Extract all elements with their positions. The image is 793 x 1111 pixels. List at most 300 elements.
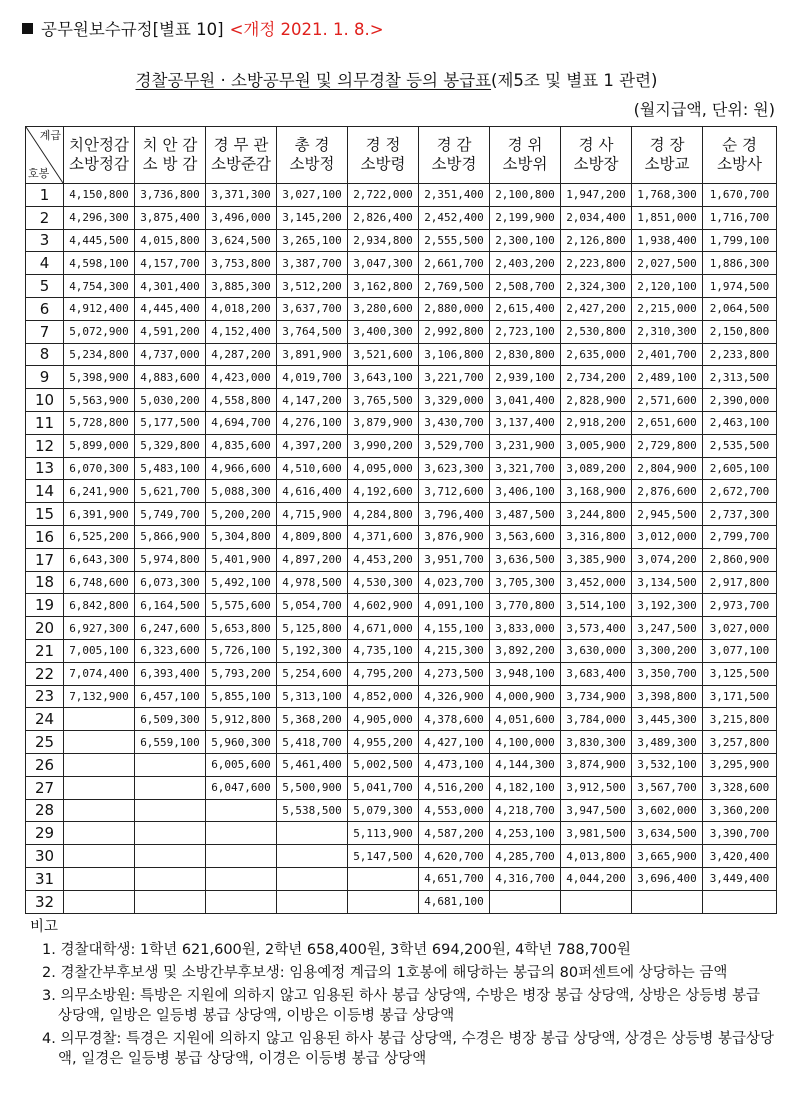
salary-cell: 6,927,300 bbox=[64, 617, 135, 640]
salary-cell: 3,487,500 bbox=[490, 503, 561, 526]
salary-cell: 6,005,600 bbox=[206, 753, 277, 776]
salary-cell: 5,041,700 bbox=[348, 776, 419, 799]
salary-cell: 4,316,700 bbox=[490, 867, 561, 890]
police-rank-label: 경 정 bbox=[365, 136, 401, 154]
step-number-cell: 32 bbox=[26, 890, 64, 913]
salary-cell: 4,602,900 bbox=[348, 594, 419, 617]
salary-cell: 4,276,100 bbox=[277, 411, 348, 434]
salary-cell: 6,842,800 bbox=[64, 594, 135, 617]
salary-cell: 4,023,700 bbox=[419, 571, 490, 594]
salary-cell: 7,132,900 bbox=[64, 685, 135, 708]
salary-cell bbox=[206, 799, 277, 822]
salary-cell: 3,947,500 bbox=[561, 799, 632, 822]
salary-cell: 5,313,100 bbox=[277, 685, 348, 708]
salary-cell: 3,765,500 bbox=[348, 389, 419, 412]
salary-cell: 3,385,900 bbox=[561, 548, 632, 571]
salary-cell: 2,828,900 bbox=[561, 389, 632, 412]
salary-cell: 4,795,200 bbox=[348, 662, 419, 685]
table-row bbox=[26, 731, 777, 754]
salary-cell: 4,326,900 bbox=[419, 685, 490, 708]
salary-cell bbox=[206, 867, 277, 890]
salary-cell: 3,624,500 bbox=[206, 229, 277, 252]
table-row bbox=[26, 366, 777, 389]
salary-cell: 4,558,800 bbox=[206, 389, 277, 412]
salary-cell: 5,726,100 bbox=[206, 639, 277, 662]
salary-cell: 5,492,100 bbox=[206, 571, 277, 594]
salary-cell: 5,728,800 bbox=[64, 411, 135, 434]
table-row bbox=[26, 411, 777, 434]
rank-column-header bbox=[64, 127, 135, 184]
salary-cell: 4,883,600 bbox=[135, 366, 206, 389]
salary-cell: 3,912,500 bbox=[561, 776, 632, 799]
salary-cell: 4,671,000 bbox=[348, 617, 419, 640]
salary-cell: 5,054,700 bbox=[277, 594, 348, 617]
table-row bbox=[26, 206, 777, 229]
salary-cell: 3,891,900 bbox=[277, 343, 348, 366]
salary-cell: 3,137,400 bbox=[490, 411, 561, 434]
step-number-cell: 23 bbox=[26, 685, 64, 708]
salary-cell: 6,391,900 bbox=[64, 503, 135, 526]
salary-cell: 5,088,300 bbox=[206, 480, 277, 503]
salary-cell: 4,144,300 bbox=[490, 753, 561, 776]
salary-cell bbox=[135, 890, 206, 913]
salary-cell: 4,051,600 bbox=[490, 708, 561, 731]
salary-cell: 3,514,100 bbox=[561, 594, 632, 617]
salary-cell: 2,310,300 bbox=[632, 320, 703, 343]
salary-cell: 4,215,300 bbox=[419, 639, 490, 662]
salary-cell bbox=[64, 776, 135, 799]
salary-cell: 3,637,700 bbox=[277, 297, 348, 320]
step-number-cell: 8 bbox=[26, 343, 64, 366]
salary-cell: 4,000,900 bbox=[490, 685, 561, 708]
salary-cell bbox=[277, 890, 348, 913]
step-number-cell: 5 bbox=[26, 275, 64, 298]
salary-cell: 3,390,700 bbox=[703, 822, 777, 845]
salary-cell: 3,125,500 bbox=[703, 662, 777, 685]
salary-cell: 3,231,900 bbox=[490, 434, 561, 457]
salary-cell bbox=[703, 890, 777, 913]
table-row bbox=[26, 297, 777, 320]
salary-cell: 3,874,900 bbox=[561, 753, 632, 776]
salary-cell: 3,563,600 bbox=[490, 525, 561, 548]
salary-cell: 3,736,800 bbox=[135, 184, 206, 207]
salary-cell: 4,091,100 bbox=[419, 594, 490, 617]
salary-cell: 4,453,200 bbox=[348, 548, 419, 571]
salary-cell: 2,313,500 bbox=[703, 366, 777, 389]
salary-cell: 3,636,500 bbox=[490, 548, 561, 571]
salary-cell: 5,653,800 bbox=[206, 617, 277, 640]
table-row bbox=[26, 890, 777, 913]
salary-cell: 3,529,700 bbox=[419, 434, 490, 457]
salary-cell: 2,876,600 bbox=[632, 480, 703, 503]
salary-cell: 4,150,800 bbox=[64, 184, 135, 207]
salary-cell: 4,284,800 bbox=[348, 503, 419, 526]
salary-cell: 2,722,000 bbox=[348, 184, 419, 207]
remarks-section bbox=[30, 917, 775, 1072]
salary-cell: 5,621,700 bbox=[135, 480, 206, 503]
salary-cell: 2,934,800 bbox=[348, 229, 419, 252]
step-number-cell: 6 bbox=[26, 297, 64, 320]
salary-cell: 6,070,300 bbox=[64, 457, 135, 480]
step-number-cell: 4 bbox=[26, 252, 64, 275]
remark-item: 2. 경찰간부후보생 및 소방간부후보생: 임용예정 계급의 1호봉에 해당하는 봉급의 80퍼센트에 상당하는 금액 bbox=[42, 965, 728, 981]
salary-cell: 3,027,000 bbox=[703, 617, 777, 640]
salary-cell: 2,799,700 bbox=[703, 525, 777, 548]
salary-cell: 5,234,800 bbox=[64, 343, 135, 366]
salary-cell: 3,221,700 bbox=[419, 366, 490, 389]
table-title-sub: (제5조 및 별표 1 관련) bbox=[491, 71, 658, 90]
salary-cell: 6,509,300 bbox=[135, 708, 206, 731]
table-row bbox=[26, 525, 777, 548]
salary-cell: 5,398,900 bbox=[64, 366, 135, 389]
salary-cell: 4,620,700 bbox=[419, 845, 490, 868]
table-row bbox=[26, 343, 777, 366]
salary-cell: 4,905,000 bbox=[348, 708, 419, 731]
salary-cell: 3,406,100 bbox=[490, 480, 561, 503]
salary-cell: 2,734,200 bbox=[561, 366, 632, 389]
police-rank-label: 경 장 bbox=[649, 136, 685, 154]
police-rank-label: 치 안 감 bbox=[142, 136, 198, 154]
salary-cell: 2,452,400 bbox=[419, 206, 490, 229]
salary-cell: 5,960,300 bbox=[206, 731, 277, 754]
step-number-cell: 13 bbox=[26, 457, 64, 480]
step-number-cell: 29 bbox=[26, 822, 64, 845]
fire-rank-label: 소방장 bbox=[573, 155, 619, 173]
salary-cell: 5,030,200 bbox=[135, 389, 206, 412]
salary-cell: 3,134,500 bbox=[632, 571, 703, 594]
salary-cell bbox=[277, 822, 348, 845]
police-rank-label: 총 경 bbox=[294, 136, 330, 154]
salary-cell: 5,192,300 bbox=[277, 639, 348, 662]
salary-cell: 5,125,800 bbox=[277, 617, 348, 640]
salary-cell: 2,530,800 bbox=[561, 320, 632, 343]
step-number-cell: 21 bbox=[26, 639, 64, 662]
corner-header-cell bbox=[26, 127, 64, 184]
salary-cell: 3,329,000 bbox=[419, 389, 490, 412]
salary-cell: 4,651,700 bbox=[419, 867, 490, 890]
police-rank-label: 경 위 bbox=[507, 136, 543, 154]
rank-column-header bbox=[490, 127, 561, 184]
salary-cell: 3,496,000 bbox=[206, 206, 277, 229]
salary-cell: 4,715,900 bbox=[277, 503, 348, 526]
salary-cell: 4,427,100 bbox=[419, 731, 490, 754]
salary-cell: 5,538,500 bbox=[277, 799, 348, 822]
salary-cell: 4,397,200 bbox=[277, 434, 348, 457]
salary-cell: 5,855,100 bbox=[206, 685, 277, 708]
salary-cell: 2,939,100 bbox=[490, 366, 561, 389]
fire-rank-label: 소방경 bbox=[431, 155, 477, 173]
salary-cell: 2,463,100 bbox=[703, 411, 777, 434]
salary-cell: 4,591,200 bbox=[135, 320, 206, 343]
salary-cell: 5,418,700 bbox=[277, 731, 348, 754]
salary-cell: 2,917,800 bbox=[703, 571, 777, 594]
table-row bbox=[26, 434, 777, 457]
salary-cell: 1,947,200 bbox=[561, 184, 632, 207]
salary-cell: 3,830,300 bbox=[561, 731, 632, 754]
unit-note: (월지급액, 단위: 원) bbox=[633, 100, 775, 119]
salary-cell: 2,555,500 bbox=[419, 229, 490, 252]
document-header bbox=[22, 18, 384, 42]
table-row bbox=[26, 503, 777, 526]
salary-cell: 3,430,700 bbox=[419, 411, 490, 434]
salary-cell bbox=[490, 890, 561, 913]
salary-cell bbox=[64, 731, 135, 754]
salary-cell: 2,150,800 bbox=[703, 320, 777, 343]
salary-cell: 2,723,100 bbox=[490, 320, 561, 343]
salary-cell: 4,155,100 bbox=[419, 617, 490, 640]
salary-cell: 6,073,300 bbox=[135, 571, 206, 594]
salary-cell bbox=[64, 753, 135, 776]
salary-cell: 2,215,000 bbox=[632, 297, 703, 320]
table-row bbox=[26, 845, 777, 868]
salary-cell: 5,899,000 bbox=[64, 434, 135, 457]
police-rank-label: 순 경 bbox=[722, 136, 757, 154]
table-row bbox=[26, 389, 777, 412]
rank-column-header bbox=[135, 127, 206, 184]
salary-cell: 5,304,800 bbox=[206, 525, 277, 548]
salary-cell: 4,510,600 bbox=[277, 457, 348, 480]
salary-cell: 4,553,000 bbox=[419, 799, 490, 822]
corner-step-label: 호봉 bbox=[28, 167, 50, 180]
salary-cell: 1,716,700 bbox=[703, 206, 777, 229]
salary-cell: 2,651,600 bbox=[632, 411, 703, 434]
salary-cell: 3,875,400 bbox=[135, 206, 206, 229]
salary-cell: 6,047,600 bbox=[206, 776, 277, 799]
salary-cell: 2,351,400 bbox=[419, 184, 490, 207]
salary-cell: 2,126,800 bbox=[561, 229, 632, 252]
salary-cell: 2,830,800 bbox=[490, 343, 561, 366]
salary-cell: 4,157,700 bbox=[135, 252, 206, 275]
salary-cell: 5,793,200 bbox=[206, 662, 277, 685]
salary-cell: 4,301,400 bbox=[135, 275, 206, 298]
salary-cell: 4,852,000 bbox=[348, 685, 419, 708]
salary-cell: 5,079,300 bbox=[348, 799, 419, 822]
table-row bbox=[26, 548, 777, 571]
salary-cell: 4,273,500 bbox=[419, 662, 490, 685]
salary-cell: 7,074,400 bbox=[64, 662, 135, 685]
salary-cell: 5,974,800 bbox=[135, 548, 206, 571]
salary-cell: 5,254,600 bbox=[277, 662, 348, 685]
step-number-cell: 19 bbox=[26, 594, 64, 617]
salary-cell: 3,449,400 bbox=[703, 867, 777, 890]
table-row bbox=[26, 320, 777, 343]
salary-cell: 3,145,200 bbox=[277, 206, 348, 229]
salary-cell: 2,100,800 bbox=[490, 184, 561, 207]
remark-item: 1. 경찰대학생: 1학년 621,600원, 2학년 658,400원, 3학년 694,200원, 4학년 788,700원 bbox=[42, 942, 631, 958]
salary-cell: 5,368,200 bbox=[277, 708, 348, 731]
salary-cell: 4,100,000 bbox=[490, 731, 561, 754]
fire-rank-label: 소방교 bbox=[644, 155, 690, 173]
step-number-cell: 1 bbox=[26, 184, 64, 207]
square-bullet-icon bbox=[22, 23, 33, 34]
salary-cell: 1,851,000 bbox=[632, 206, 703, 229]
step-number-cell: 27 bbox=[26, 776, 64, 799]
salary-cell: 3,602,000 bbox=[632, 799, 703, 822]
salary-cell: 2,769,500 bbox=[419, 275, 490, 298]
rank-column-header bbox=[206, 127, 277, 184]
salary-cell: 6,748,600 bbox=[64, 571, 135, 594]
salary-cell: 4,587,200 bbox=[419, 822, 490, 845]
salary-cell: 3,696,400 bbox=[632, 867, 703, 890]
annex-label: 공무원보수규정[별표 10] bbox=[41, 20, 224, 39]
table-row bbox=[26, 571, 777, 594]
salary-cell: 4,735,100 bbox=[348, 639, 419, 662]
salary-cell: 4,095,000 bbox=[348, 457, 419, 480]
salary-cell: 3,990,200 bbox=[348, 434, 419, 457]
rank-column-header bbox=[419, 127, 490, 184]
salary-cell: 3,089,200 bbox=[561, 457, 632, 480]
salary-cell: 3,300,200 bbox=[632, 639, 703, 662]
salary-cell bbox=[348, 890, 419, 913]
salary-cell bbox=[135, 867, 206, 890]
step-number-cell: 10 bbox=[26, 389, 64, 412]
salary-cell: 3,753,800 bbox=[206, 252, 277, 275]
salary-cell: 2,860,900 bbox=[703, 548, 777, 571]
salary-cell: 2,401,700 bbox=[632, 343, 703, 366]
salary-cell: 3,265,100 bbox=[277, 229, 348, 252]
salary-cell bbox=[135, 799, 206, 822]
table-row bbox=[26, 639, 777, 662]
salary-cell: 3,630,000 bbox=[561, 639, 632, 662]
salary-cell: 5,749,700 bbox=[135, 503, 206, 526]
salary-cell: 4,516,200 bbox=[419, 776, 490, 799]
salary-cell: 3,420,400 bbox=[703, 845, 777, 868]
fire-rank-label: 소방령 bbox=[360, 155, 406, 173]
step-number-cell: 28 bbox=[26, 799, 64, 822]
salary-cell: 5,500,900 bbox=[277, 776, 348, 799]
table-row bbox=[26, 480, 777, 503]
salary-cell: 5,072,900 bbox=[64, 320, 135, 343]
step-number-cell: 20 bbox=[26, 617, 64, 640]
rank-column-header bbox=[277, 127, 348, 184]
remark-item: 4. 의무경찰: 특경은 지원에 의하지 않고 임용된 하사 봉급 상당액, 수경은 병장 봉급 상당액, 상경은 상등병 봉급상당액, 일경은 일등병 봉급 상당액, 이경은 이등병 봉급 상당액 bbox=[42, 1031, 774, 1067]
salary-cell: 3,573,400 bbox=[561, 617, 632, 640]
table-row bbox=[26, 685, 777, 708]
salary-cell: 2,729,800 bbox=[632, 434, 703, 457]
salary-cell: 4,809,800 bbox=[277, 525, 348, 548]
salary-cell: 3,705,300 bbox=[490, 571, 561, 594]
salary-cell: 5,461,400 bbox=[277, 753, 348, 776]
salary-cell: 7,005,100 bbox=[64, 639, 135, 662]
salary-cell: 2,233,800 bbox=[703, 343, 777, 366]
salary-cell: 5,002,500 bbox=[348, 753, 419, 776]
step-number-cell: 31 bbox=[26, 867, 64, 890]
step-number-cell: 9 bbox=[26, 366, 64, 389]
table-title bbox=[0, 69, 793, 93]
salary-cell: 2,615,400 bbox=[490, 297, 561, 320]
salary-cell: 4,978,500 bbox=[277, 571, 348, 594]
salary-cell: 4,287,200 bbox=[206, 343, 277, 366]
salary-cell: 2,661,700 bbox=[419, 252, 490, 275]
salary-cell: 1,670,700 bbox=[703, 184, 777, 207]
step-number-cell: 18 bbox=[26, 571, 64, 594]
table-row bbox=[26, 867, 777, 890]
salary-cell: 4,473,100 bbox=[419, 753, 490, 776]
salary-cell: 3,892,200 bbox=[490, 639, 561, 662]
salary-cell: 3,796,400 bbox=[419, 503, 490, 526]
salary-cell: 4,445,400 bbox=[135, 297, 206, 320]
salary-cell bbox=[64, 822, 135, 845]
salary-cell: 5,147,500 bbox=[348, 845, 419, 868]
salary-cell: 3,665,900 bbox=[632, 845, 703, 868]
step-number-cell: 2 bbox=[26, 206, 64, 229]
salary-cell: 3,244,800 bbox=[561, 503, 632, 526]
salary-cell bbox=[64, 708, 135, 731]
salary-cell bbox=[206, 822, 277, 845]
rank-column-header bbox=[348, 127, 419, 184]
salary-cell: 2,064,500 bbox=[703, 297, 777, 320]
salary-cell: 5,200,200 bbox=[206, 503, 277, 526]
table-row bbox=[26, 753, 777, 776]
salary-cell: 6,457,100 bbox=[135, 685, 206, 708]
salary-cell: 4,835,600 bbox=[206, 434, 277, 457]
salary-cell: 6,393,400 bbox=[135, 662, 206, 685]
step-number-cell: 7 bbox=[26, 320, 64, 343]
salary-cell: 2,737,300 bbox=[703, 503, 777, 526]
salary-cell: 2,826,400 bbox=[348, 206, 419, 229]
salary-cell: 2,390,000 bbox=[703, 389, 777, 412]
salary-cell: 2,804,900 bbox=[632, 457, 703, 480]
salary-cell: 3,445,300 bbox=[632, 708, 703, 731]
salary-cell: 3,360,200 bbox=[703, 799, 777, 822]
table-row bbox=[26, 822, 777, 845]
salary-cell: 3,162,800 bbox=[348, 275, 419, 298]
salary-cell bbox=[206, 845, 277, 868]
fire-rank-label: 소방사 bbox=[717, 155, 762, 173]
salary-cell: 3,247,500 bbox=[632, 617, 703, 640]
salary-cell: 4,966,600 bbox=[206, 457, 277, 480]
salary-cell: 3,885,300 bbox=[206, 275, 277, 298]
salary-cell: 4,296,300 bbox=[64, 206, 135, 229]
salary-cell bbox=[64, 799, 135, 822]
salary-cell: 3,948,100 bbox=[490, 662, 561, 685]
salary-cell: 3,280,600 bbox=[348, 297, 419, 320]
salary-cell: 3,171,500 bbox=[703, 685, 777, 708]
salary-cell: 2,571,600 bbox=[632, 389, 703, 412]
salary-cell: 4,897,200 bbox=[277, 548, 348, 571]
salary-cell: 3,712,600 bbox=[419, 480, 490, 503]
salary-cell bbox=[206, 890, 277, 913]
remarks-title: 비고 bbox=[30, 919, 59, 935]
rank-column-header bbox=[632, 127, 703, 184]
salary-cell: 2,973,700 bbox=[703, 594, 777, 617]
salary-cell: 1,974,500 bbox=[703, 275, 777, 298]
salary-cell: 3,770,800 bbox=[490, 594, 561, 617]
salary-cell: 3,452,000 bbox=[561, 571, 632, 594]
salary-cell: 3,047,300 bbox=[348, 252, 419, 275]
salary-cell: 4,147,200 bbox=[277, 389, 348, 412]
salary-cell: 2,992,800 bbox=[419, 320, 490, 343]
salary-cell: 3,371,300 bbox=[206, 184, 277, 207]
salary-cell: 2,120,100 bbox=[632, 275, 703, 298]
salary-cell: 3,643,100 bbox=[348, 366, 419, 389]
step-number-cell: 17 bbox=[26, 548, 64, 571]
salary-cell: 2,535,500 bbox=[703, 434, 777, 457]
salary-cell: 3,328,600 bbox=[703, 776, 777, 799]
salary-cell: 3,981,500 bbox=[561, 822, 632, 845]
salary-cell bbox=[348, 867, 419, 890]
table-body bbox=[26, 184, 777, 914]
salary-cell: 2,489,100 bbox=[632, 366, 703, 389]
salary-cell: 3,521,600 bbox=[348, 343, 419, 366]
salary-cell: 4,912,400 bbox=[64, 297, 135, 320]
salary-cell bbox=[64, 890, 135, 913]
salary-cell: 3,489,300 bbox=[632, 731, 703, 754]
table-row bbox=[26, 457, 777, 480]
salary-cell: 1,799,100 bbox=[703, 229, 777, 252]
salary-cell: 3,764,500 bbox=[277, 320, 348, 343]
salary-table bbox=[25, 126, 777, 914]
